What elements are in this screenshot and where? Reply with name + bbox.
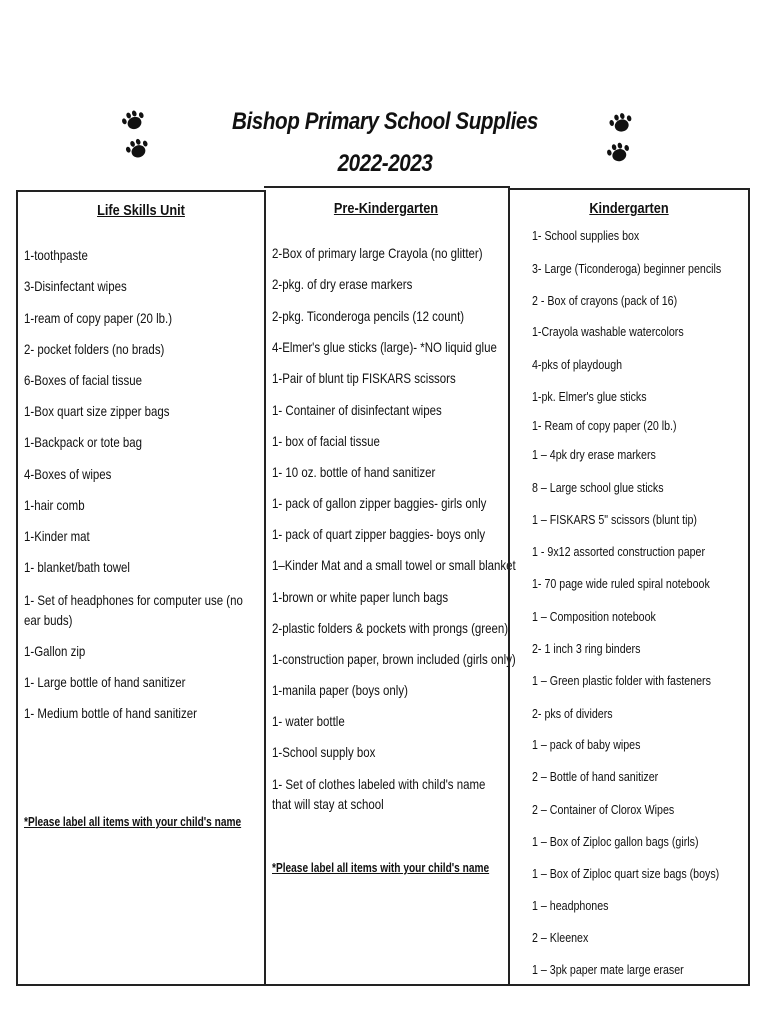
list-item: 1-pk. Elmer's glue sticks	[532, 389, 647, 404]
list-item: 1-construction paper, brown included (girls only)	[272, 651, 516, 667]
list-item: 1 – 4pk dry erase markers	[532, 447, 656, 462]
list-item: 1-Crayola washable watercolors	[532, 324, 684, 339]
list-item: 2 – Container of Clorox Wipes	[532, 802, 675, 817]
list-item: 1-ream of copy paper (20 lb.)	[24, 310, 173, 326]
list-item: 1- Medium bottle of hand sanitizer	[24, 705, 197, 721]
life-skills-column	[16, 190, 266, 986]
label-note: *Please label all items with your child's name	[272, 860, 490, 875]
list-item: 1-Kinder mat	[24, 528, 90, 544]
kindergarten-heading: Kindergarten	[589, 200, 669, 217]
list-item: 2 – Kleenex	[532, 930, 589, 945]
list-item: 2- pks of dividers	[532, 706, 613, 721]
list-item: 1 – 3pk paper mate large eraser	[532, 962, 684, 977]
list-item: 1- 70 page wide ruled spiral notebook	[532, 576, 710, 591]
list-item: 2 - Box of crayons (pack of 16)	[532, 293, 678, 308]
list-item: 1-hair comb	[24, 497, 85, 513]
list-item: 1-manila paper (boys only)	[272, 682, 408, 698]
list-item: 1- Ream of copy paper (20 lb.)	[532, 418, 677, 433]
paw-print-icon	[600, 112, 644, 172]
list-item: 1 – Composition notebook	[532, 609, 656, 624]
list-item: 1-Pair of blunt tip FISKARS scissors	[272, 370, 456, 386]
list-item: 1- water bottle	[272, 713, 345, 729]
paw-print-icon	[118, 108, 162, 168]
list-item: 1-Box quart size zipper bags	[24, 403, 170, 419]
list-item: 2- pocket folders (no brads)	[24, 341, 165, 357]
list-item: 3- Large (Ticonderoga) beginner pencils	[532, 261, 722, 276]
list-item: 3-Disinfectant wipes	[24, 278, 127, 294]
list-item: 1-Gallon zip	[24, 643, 86, 659]
pre-k-heading: Pre-Kindergarten	[333, 200, 439, 217]
list-item: 1-School supply box	[272, 744, 376, 760]
list-item: 6-Boxes of facial tissue	[24, 372, 143, 388]
list-item: 1–Kinder Mat and a small towel or small blanket	[272, 557, 516, 573]
list-item: 1- Set of clothes labeled with child's name that will stay at school	[272, 776, 486, 812]
list-item: 1- box of facial tissue	[272, 433, 380, 449]
list-item: 1- Set of headphones for computer use (no ear buds)	[24, 592, 243, 628]
list-item: 4-Elmer's glue sticks (large)- *NO liquid glue	[272, 339, 497, 355]
list-item: 2-plastic folders & pockets with prongs (green)	[272, 620, 509, 636]
kindergarten-column	[508, 188, 750, 986]
list-item: 1- Large bottle of hand sanitizer	[24, 674, 186, 690]
list-item: 1- 10 oz. bottle of hand sanitizer	[272, 464, 436, 480]
list-item: 4-Boxes of wipes	[24, 466, 112, 482]
pre-k-column	[264, 186, 516, 986]
list-item: 1-brown or white paper lunch bags	[272, 589, 449, 605]
list-item: 1-toothpaste	[24, 247, 88, 263]
label-note: *Please label all items with your child's name	[24, 814, 242, 829]
life-skills-heading: Life Skills Unit	[97, 202, 185, 219]
list-item: 2 – Bottle of hand sanitizer	[532, 769, 659, 784]
list-item: 4-pks of playdough	[532, 357, 623, 372]
school-year: 2022-2023	[337, 150, 433, 177]
list-item: 1- School supplies box	[532, 228, 640, 243]
list-item: 1 – FISKARS 5" scissors (blunt tip)	[532, 512, 697, 527]
list-item: 1 – Green plastic folder with fasteners	[532, 673, 711, 688]
list-item: 2-pkg. of dry erase markers	[272, 276, 413, 292]
page-title: Bishop Primary School Supplies	[232, 108, 538, 135]
list-item: 2-Box of primary large Crayola (no glitter)	[272, 245, 483, 261]
list-item: 1 – pack of baby wipes	[532, 737, 641, 752]
list-item: 2-pkg. Ticonderoga pencils (12 count)	[272, 308, 465, 324]
list-item: 2- 1 inch 3 ring binders	[532, 641, 641, 656]
list-item: 1 – Box of Ziploc quart size bags (boys)	[532, 866, 720, 881]
list-item: 1- pack of quart zipper baggies- boys only	[272, 526, 486, 542]
list-item: 1-Backpack or tote bag	[24, 434, 143, 450]
list-item: 1 – headphones	[532, 898, 609, 913]
list-item: 1 - 9x12 assorted construction paper	[532, 544, 706, 559]
list-item: 8 – Large school glue sticks	[532, 480, 664, 495]
list-item: 1 – Box of Ziploc gallon bags (girls)	[532, 834, 699, 849]
list-item: 1- blanket/bath towel	[24, 559, 130, 575]
list-item: 1- Container of disinfectant wipes	[272, 402, 442, 418]
list-item: 1- pack of gallon zipper baggies- girls only	[272, 495, 487, 511]
